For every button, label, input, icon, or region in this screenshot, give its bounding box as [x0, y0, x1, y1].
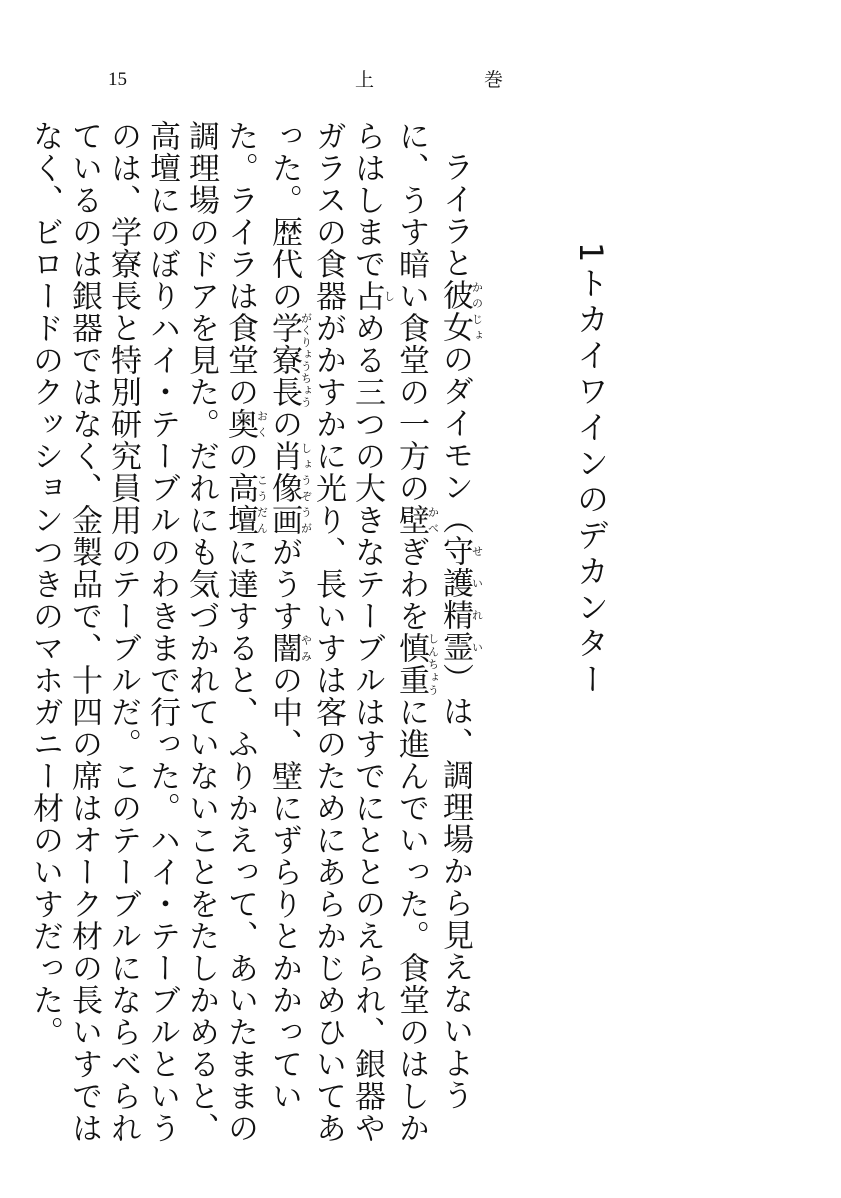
ruby-word: 学寮長がくりょうちょう: [266, 312, 313, 408]
ruby-word: 彼女かのじょ: [437, 279, 484, 343]
ruby-word: 肖像画しょうぞうが: [266, 440, 313, 536]
book-part-label: 巻: [484, 69, 504, 91]
ruby-word: 壁かべ: [393, 504, 440, 536]
text-run: の中、壁にずらりとかかっていた。ライラは食堂の: [222, 120, 302, 1112]
text-run: ぎわを: [393, 536, 429, 632]
ruby-word: 高壇こうだん: [222, 472, 269, 536]
chapter-number: 1: [572, 242, 610, 267]
ruby-word: 守護精霊せいれい: [437, 535, 484, 663]
body-paragraph: [25, 120, 483, 1160]
text-run: がうす: [266, 536, 302, 632]
text-run: の: [222, 440, 258, 472]
ruby-word: 奥おく: [222, 408, 269, 440]
chapter-title: トカイワインのデカンター: [572, 266, 610, 699]
ruby-word: 慎重しんちょう: [393, 632, 440, 696]
page-number: 15: [108, 69, 127, 90]
text-run: に達すると、ふりかえって、あいたままの調理場のドアを見た。だれにも気づかれていないことをたしかめると、高壇にのぼりハイ・テーブルのわきまで行った。ハイ・テーブルというのは、学寮長と特別研究員用のテーブルだ。このテーブルにならべられているのは銀器ではなく、金製品で、十四の席はオーク材の長いすではなく、ビロードのクッションつきのマホガニー材のいすだった。: [27, 120, 258, 1144]
text-run: ）は、調理場から見えないように、うす暗い食堂の一方の: [393, 120, 473, 1111]
ruby-word: 闇やみ: [266, 632, 313, 664]
text-run: の: [266, 408, 302, 440]
text-run: ライラと: [437, 151, 473, 279]
text-run: のダイモン（: [437, 343, 473, 535]
text-run: める三つの大きなテーブルはすでにととのえられ、銀器やガラスの食器がかすかに光り、長いすは客のためにあらかじめひいてあった。歴代の: [266, 120, 385, 1144]
volume-mark: 上: [355, 69, 375, 91]
text-run: に進んでいった。食堂のはしからはしまで: [349, 120, 429, 1144]
chapter-heading: [541, 242, 611, 1160]
ruby-word: 占し: [349, 280, 396, 312]
page-body: [27, 120, 611, 1160]
